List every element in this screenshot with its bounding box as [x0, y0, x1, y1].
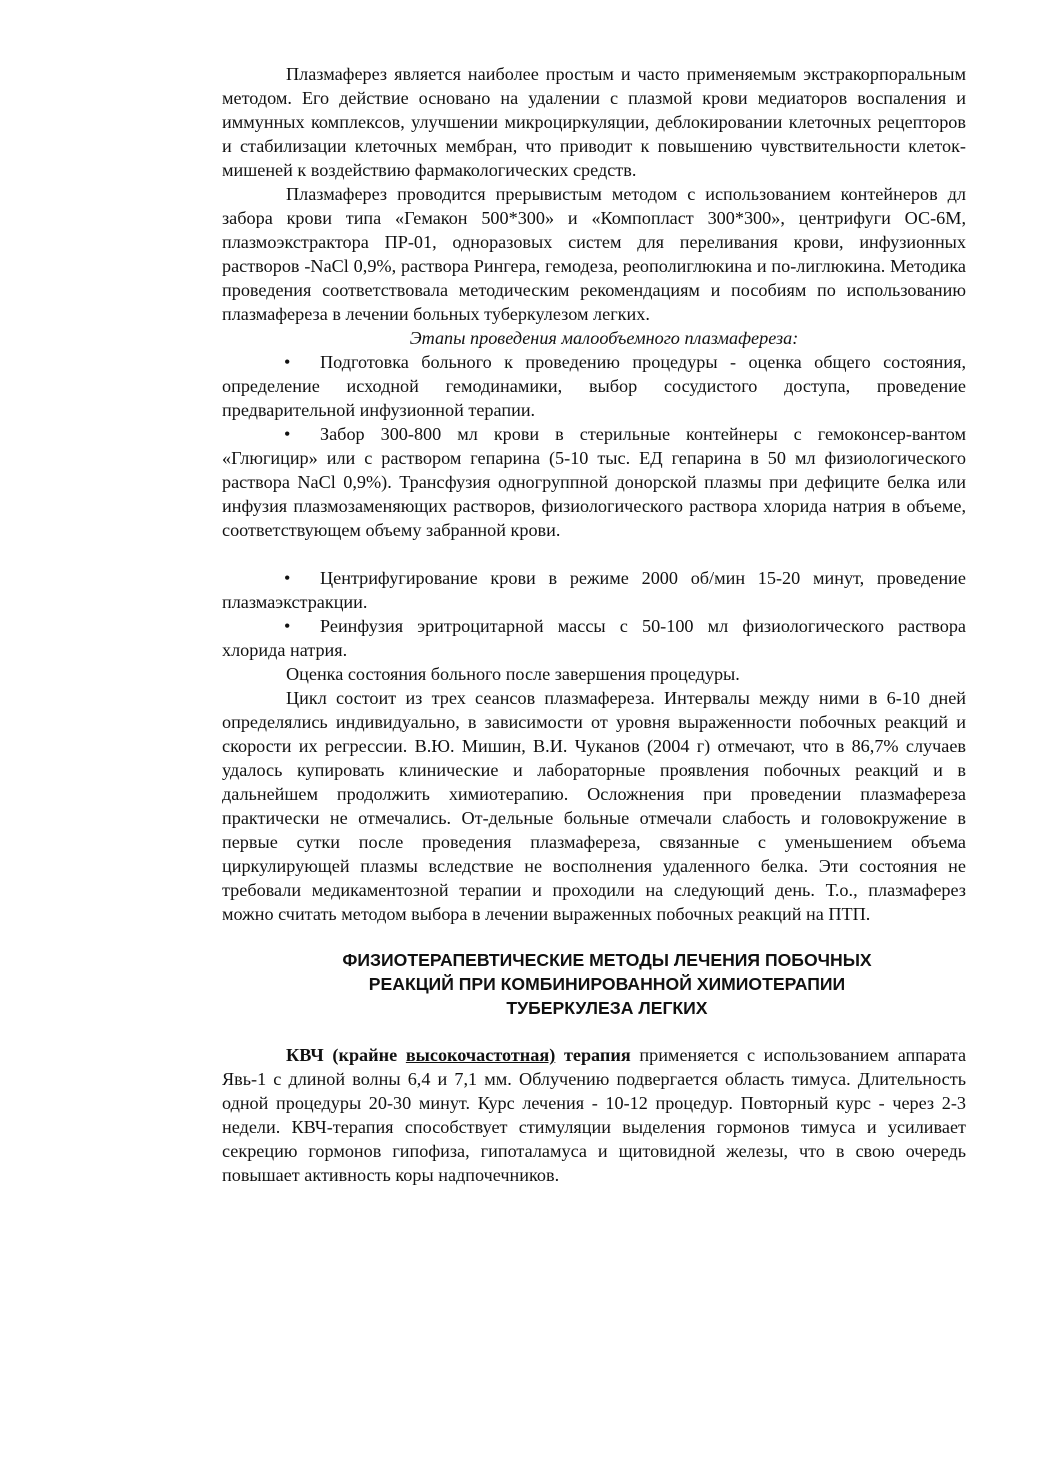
paragraph-kvch-therapy — [222, 1043, 966, 1187]
bullet-icon: • — [284, 616, 291, 636]
section-heading-line-1: ФИЗИОТЕРАПЕВТИЧЕСКИЕ МЕТОДЫ ЛЕЧЕНИЯ ПОБОЧНЫХ — [342, 950, 872, 970]
stage-item-text: Подготовка больного к проведению процедуры - оценка общего состояния, определение исходной гемодинамики, выбор сосудистого доступа, проведение предварительной инфузионной терапии. — [222, 352, 966, 420]
kvch-term-part-2: терапия — [563, 1045, 631, 1065]
kvch-body: применяется с использованием аппарата Явь-1 с длиной волны 6,4 и 7,1 мм. Облучению подвергается область тимуса. Длительность одной процедуры 20-30 минут. Курс лечения - 10-12 процедур. Повторный курс - через 2-3 недели. КВЧ-терапия способствует стимуляции выделения гормонов тимуса и усиливает секрецию гормонов гипофиза, гипоталамуса и щитовидной железы, что в свою очередь повышает активность коры надпочечников. — [222, 1045, 967, 1185]
paragraph-plasmapheresis-intro: Плазмаферез является наиболее простым и часто применяемым экстракорпоральным методом. Его действие основано на удалении с плазмой крови медиаторов воспаления и иммунных комплексов, улучшении микроциркуляции, деблокировании клеточных рецепторов и стабилизации клеточных мембран, что приводит к повышению чувствительности клеток-мишеней к воздействию фармакологических средств. — [222, 64, 966, 180]
stages-subheading: Этапы проведения малообъемного плазмафереза: — [409, 328, 799, 348]
kvch-term — [286, 1045, 631, 1065]
bullet-icon: • — [284, 424, 291, 444]
stage-item-text: Реинфузия эритроцитарной массы с 50-100 мл физиологического раствора хлорида натрия. — [222, 616, 966, 660]
stage-item-1 — [222, 350, 966, 422]
section-heading-line-3: ТУБЕРКУЛЕЗА ЛЕГКИХ — [506, 998, 708, 1018]
paragraph-cycle: Цикл состоит из трех сеансов плазмафереза. Интервалы между ними в 6-10 дней определялись индивидуально, в зависимости от уровня выраженности побочных реакций и скорости их регрессии. В.Ю. Мишин, В.И. Чуканов (2004 г) отмечают, что в 86,7% случаев удалось купировать клинические и лабораторные проявления побочных реакций и в дальнейшем продолжить химиотерапию. Осложнения при проведении плазмафереза практически не отмечались. От-дельные больные отмечали слабость и головокружение в первые сутки после проведения плазмафереза, связанные с уменьшением объема циркулирующей плазмы вследствие не восполнения удаленного белка. Эти состояния не требовали медикаментозной терапии и проходили на следующий день. Т.о., плазмаферез можно считать методом выбора в лечении выраженных побочных реакций на ПТП. — [222, 688, 966, 924]
bullet-icon: • — [284, 352, 291, 372]
section-heading — [222, 948, 966, 1020]
paragraph-assessment: Оценка состояния больного после завершения процедуры. — [286, 664, 740, 684]
stage-item-3 — [222, 566, 966, 614]
paragraph-plasmapheresis-method: Плазмаферез проводится прерывистым методом с использованием контейнеров дл забора крови типа «Гемакон 500*300» и «Компопласт 300*300», центрифуги ОС-6М, плазмоэкстрактора ПР-01, одноразовых систем для переливания крови, инфузионных растворов -NaCl 0,9%, раствора Рингера, гемодеза, реополиглюкина и по-лиглюкина. Методика проведения соответствовала методическим рекомендациям и пособиям по использованию плазмафереза в лечении больных туберкулезом легких. — [222, 184, 966, 324]
stage-item-text: Забор 300-800 мл крови в стерильные контейнеры с гемоконсер-вантом «Глюгицир» или с раствором гепарина (5-10 тыс. ЕД гепарина в 50 мл физиологического раствора NaCl 0,9%). Трансфузия одногруппной донорской плазмы при дефиците белка или инфузия плазмозаменяющих растворов, физиологического раствора хлорида натрия в объеме, соответствующем объему забранной крови. — [222, 424, 966, 540]
blank-line — [222, 542, 966, 566]
section-heading-line-2: РЕАКЦИЙ ПРИ КОМБИНИРОВАННОЙ ХИМИОТЕРАПИИ — [368, 974, 846, 994]
stage-item-2 — [222, 422, 966, 542]
kvch-term-underlined: высокочастотная) — [405, 1045, 556, 1065]
stage-item-4 — [222, 614, 966, 662]
kvch-term-part-1: КВЧ (крайне — [286, 1045, 398, 1065]
bullet-icon: • — [284, 568, 291, 588]
stage-item-text: Центрифугирование крови в режиме 2000 об/мин 15-20 минут, проведение плазмаэкстракции. — [222, 568, 966, 612]
document-page — [222, 62, 966, 1187]
